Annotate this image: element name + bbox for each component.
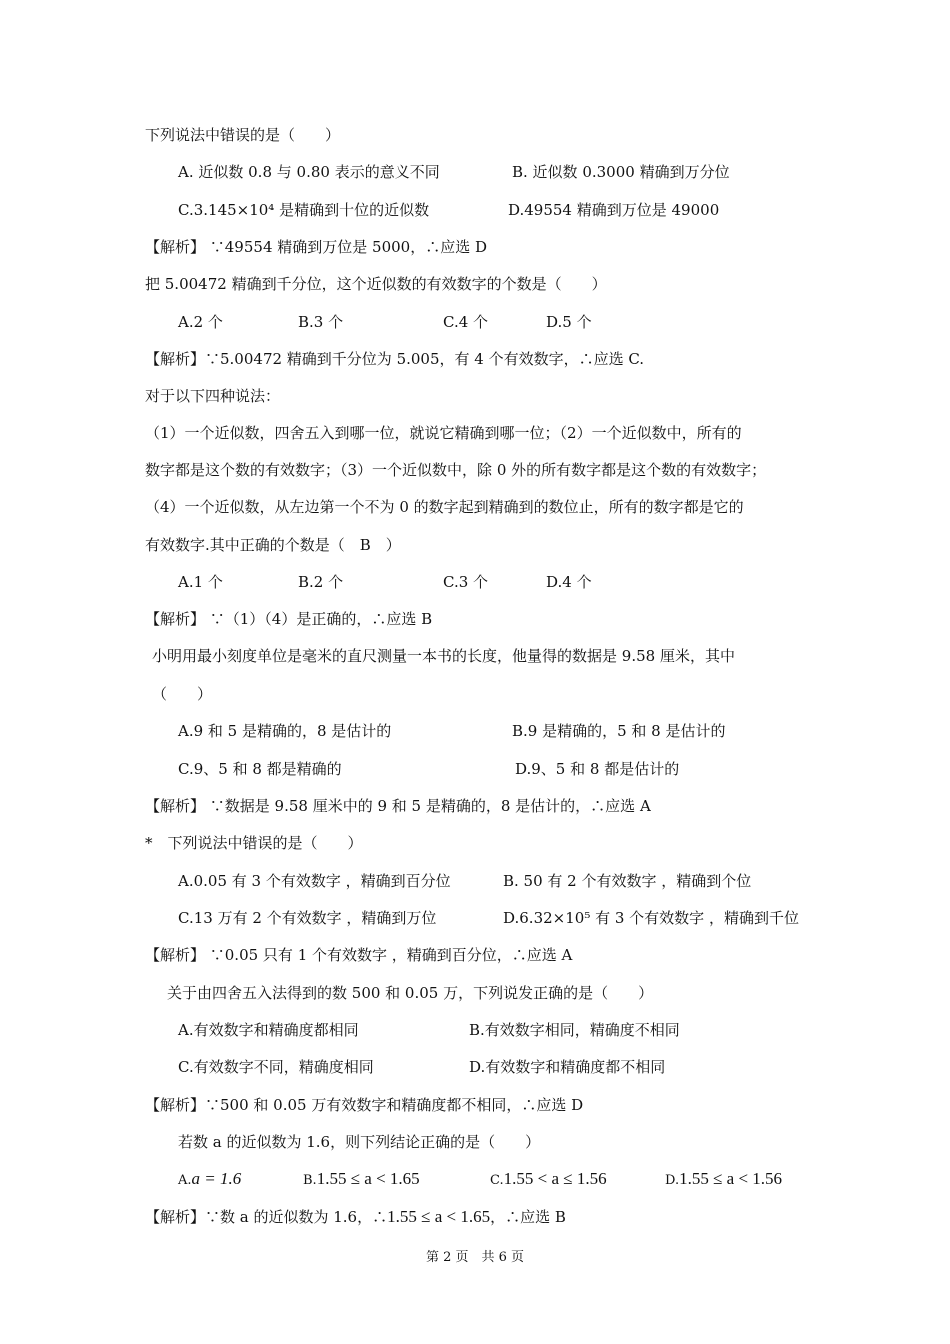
q3-line-3: （4）一个近似数，从左边第一个不为 0 的数字起到精确到的数位止，所有的数字都是它的 (145, 498, 744, 516)
q6-option-b: B.有效数字相同，精确度不相同 (469, 1021, 680, 1039)
q2-analysis: 【解析】∵5.00472 精确到千分位为 5.005，有 4 个有效数字，∴应选 C. (145, 350, 645, 368)
q4-analysis: 【解析】 ∵数据是 9.58 厘米中的 9 和 5 是精确的，8 是估计的，∴应选 A (145, 797, 651, 815)
q2-option-c: C.4 个 (443, 313, 489, 331)
q7-option-c (490, 1168, 607, 1192)
q7-option-b-math: 1.55 ≤ a < 1.65 (316, 1169, 420, 1188)
q3-line-1: （1）一个近似数，四舍五入到哪一位，就说它精确到哪一位；（2）一个近似数中，所有的 (145, 424, 742, 442)
q3-line-4: 有效数字.其中正确的个数是（ B ） (145, 536, 401, 554)
q1-option-b: B. 近似数 0.3000 精确到万分位 (512, 163, 730, 181)
q3-intro: 对于以下四种说法： (145, 387, 281, 405)
q3-option-c: C.3 个 (443, 573, 489, 591)
q7-option-d-math: 1.55 ≤ a < 1.56 (679, 1169, 783, 1188)
q7-analysis-math: 1.55 ≤ a < 1.65 (387, 1207, 491, 1226)
q7-option-d (665, 1168, 782, 1192)
q2-option-a: A.2 个 (178, 313, 223, 331)
q3-line-2: 数字都是这个数的有效数字；（3）一个近似数中，除 0 外的所有数字都是这个数的有效数字； (145, 461, 767, 479)
q7-stem: 若数 a 的近似数为 1.6，则下列结论正确的是（ ） (178, 1133, 541, 1151)
q7-option-a (178, 1168, 241, 1192)
q5-option-b: B. 50 有 2 个有效数字 ，精确到个位 (503, 872, 752, 890)
q2-option-d: D.5 个 (546, 313, 592, 331)
q4-option-d: D.9、5 和 8 都是估计的 (515, 760, 680, 778)
q7-analysis-prefix: 【解析】∵数 a 的近似数为 1.6，∴ (145, 1208, 388, 1226)
q6-option-a: A.有效数字和精确度都相同 (178, 1021, 359, 1039)
q1-analysis: 【解析】 ∵49554 精确到万位是 5000，∴应选 D (145, 238, 487, 256)
q7-option-a-letter: A. (178, 1173, 192, 1188)
q7-option-a-math: a = 1.6 (191, 1169, 242, 1188)
q1-option-c: C.3.145×10⁴ 是精确到十位的近似数 (178, 201, 430, 219)
q7-option-c-math: 1.55 < a ≤ 1.56 (503, 1169, 607, 1188)
q4-stem-line-1: 小明用最小刻度单位是毫米的直尺测量一本书的长度，他量得的数据是 9.58 厘米，其中 (152, 647, 735, 665)
q6-stem: 关于由四舍五入法得到的数 500 和 0.05 万，下列说发正确的是（ ） (167, 984, 654, 1002)
q2-option-b: B.3 个 (298, 313, 344, 331)
q4-stem-line-2: （ ） (152, 685, 213, 703)
q7-option-b-letter: B. (303, 1173, 317, 1188)
q1-option-a: A. 近似数 0.8 与 0.80 表示的意义不同 (178, 163, 440, 181)
q5-option-a: A.0.05 有 3 个有效数字 ，精确到百分位 (178, 872, 451, 890)
q6-option-d: D.有效数字和精确度都不相同 (469, 1058, 666, 1076)
q7-option-c-letter: C. (490, 1173, 504, 1188)
page-footer: 第 2 页 共 6 页 (425, 1250, 525, 1265)
q4-option-a: A.9 和 5 是精确的，8 是估计的 (178, 722, 392, 740)
q6-analysis: 【解析】∵500 和 0.05 万有效数字和精确度都不相同，∴应选 D (145, 1096, 584, 1114)
q5-stem: * 下列说法中错误的是（ ） (145, 834, 363, 852)
q1-stem: 下列说法中错误的是（ ） (145, 126, 341, 144)
q4-option-b: B.9 是精确的，5 和 8 是估计的 (512, 722, 726, 740)
q5-analysis: 【解析】 ∵0.05 只有 1 个有效数字 ，精确到百分位，∴应选 A (145, 946, 573, 964)
q3-option-b: B.2 个 (298, 573, 344, 591)
q1-option-d: D.49554 精确到万位是 49000 (508, 201, 720, 219)
q5-option-d: D.6.32×10⁵ 有 3 个有效数字 ，精确到千位 (503, 909, 799, 927)
q6-option-c: C.有效数字不同，精确度相同 (178, 1058, 374, 1076)
q3-option-d: D.4 个 (546, 573, 592, 591)
q7-option-d-letter: D. (665, 1173, 680, 1188)
q7-analysis (145, 1206, 566, 1228)
q4-option-c: C.9、5 和 8 都是精确的 (178, 760, 342, 778)
q3-option-a: A.1 个 (178, 573, 223, 591)
q7-analysis-suffix: ，∴应选 B (490, 1208, 566, 1226)
q2-stem: 把 5.00472 精确到千分位，这个近似数的有效数字的个数是（ ） (145, 275, 607, 293)
q3-analysis: 【解析】 ∵（1）（4）是正确的，∴应选 B (145, 610, 433, 628)
q7-option-b (303, 1168, 420, 1192)
q5-option-c: C.13 万有 2 个有效数字 ，精确到万位 (178, 909, 437, 927)
